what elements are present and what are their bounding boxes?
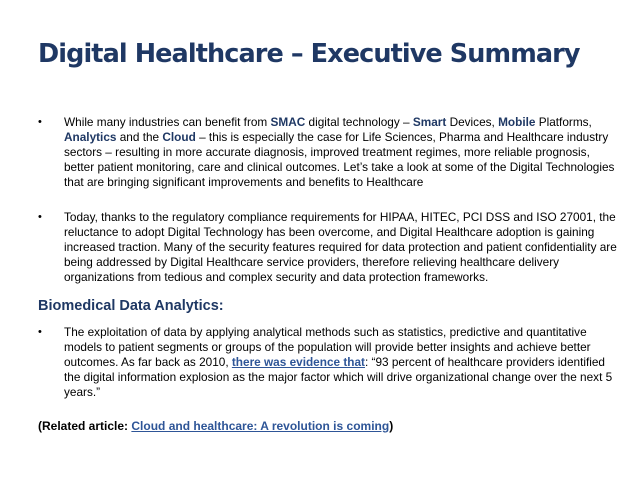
section-heading-biomedical: Biomedical Data Analytics: bbox=[38, 298, 224, 314]
bullet-analytics bbox=[38, 325, 618, 400]
bullet-smac-text bbox=[64, 115, 618, 190]
related-article-label: Related article: bbox=[42, 419, 132, 433]
evidence-link[interactable]: there was evidence that bbox=[231, 355, 365, 369]
bullet-point-icon: • bbox=[38, 116, 42, 128]
text-run: and the bbox=[116, 130, 163, 144]
text-run: : “93 percent of healthcare providers identified the digital information explosion as the major factor which will drive organizational change over the next 5 years.” bbox=[64, 355, 613, 399]
bullet-smac bbox=[38, 115, 618, 190]
text-run: While many industries can benefit from bbox=[64, 115, 271, 129]
bullet-compliance bbox=[38, 210, 618, 285]
keyword-mobile: Mobile bbox=[498, 115, 536, 129]
text-run: – this is especially the case for Life Sciences, Pharma and Healthcare industry sectors – resulting in more accurate diagnosis, improved treatment regimes, more reliable prognosis, better patient monitoring, care and clinical outcomes. Let’s take a look at some of the Digital Technologies that are bringing significant improvements and benefits to Healthcare bbox=[64, 130, 615, 189]
text-run: Devices, bbox=[446, 115, 499, 129]
keyword-smart: Smart bbox=[412, 115, 447, 129]
keyword-smac: SMAC bbox=[270, 115, 306, 129]
related-article bbox=[38, 419, 393, 433]
text-run: Platforms, bbox=[535, 115, 592, 129]
bullet-point-icon: • bbox=[38, 211, 42, 223]
text-run: The exploitation of data by applying analytical methods such as statistics, predictive and quantitative models to patient segments or groups of the population will provide better insights and achieve better outcomes. As far back as 2010, bbox=[64, 325, 591, 369]
related-article-link[interactable]: Cloud and healthcare: A revolution is coming bbox=[131, 419, 390, 433]
keyword-analytics: Analytics bbox=[64, 130, 117, 144]
bullet-compliance-text: Today, thanks to the regulatory compliance requirements for HIPAA, HITEC, PCI DSS and ISO 27001, the reluctance to adopt Digital Technology has been overcome, and Digital Healthcare adoption is gaining increased traction. Many of the security features required for data protection and patient confidentiality are being addressed by Digital Healthcare service providers, therefore relieving healthcare delivery organizations from tedious and complex security and data protection frameworks. bbox=[64, 210, 617, 284]
slide-title: Digital Healthcare – Executive Summary bbox=[38, 39, 580, 69]
paren-open: ( bbox=[38, 419, 42, 433]
bullet-point-icon: • bbox=[38, 326, 42, 338]
text-run: digital technology – bbox=[305, 115, 413, 129]
paren-close: ) bbox=[389, 419, 394, 433]
bullet-analytics-text bbox=[64, 325, 618, 400]
keyword-cloud: Cloud bbox=[162, 130, 196, 144]
